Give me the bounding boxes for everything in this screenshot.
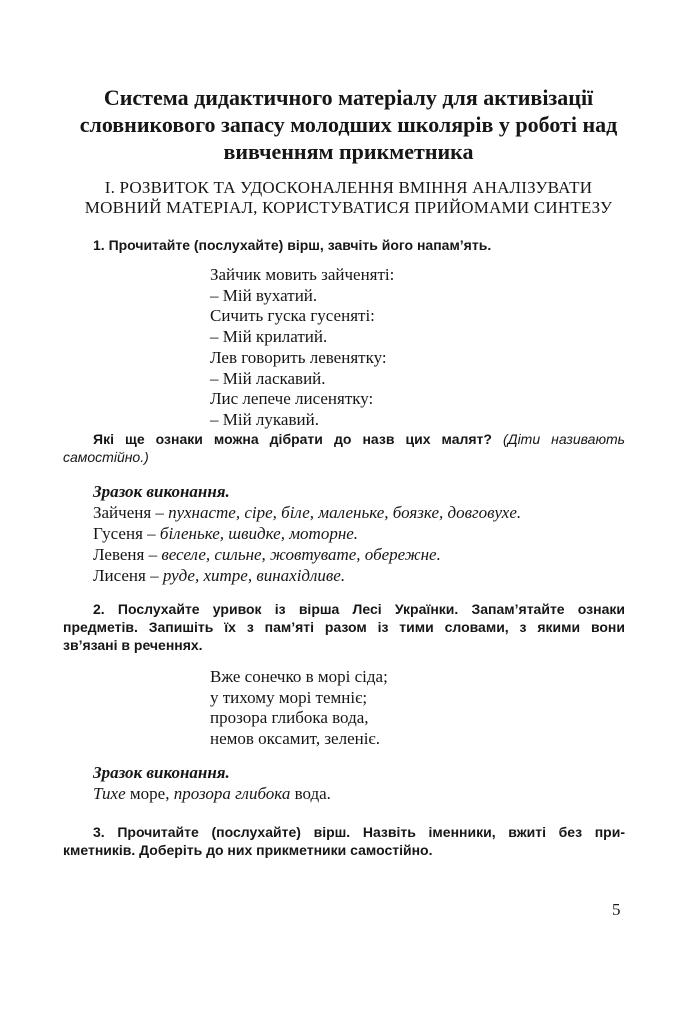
title-line: Система дидактичного матеріалу для активізації bbox=[103, 85, 594, 110]
sample-adjectives: пухнасте, сіре, біле, маленьке, боязке, довговухе. bbox=[168, 503, 522, 522]
question-hint-continued: самостійно.) bbox=[63, 449, 149, 465]
section-heading-line: МОВНИЙ МАТЕРІАЛ, КОРИСТУВАТИСЯ ПРИЙОМАМИ СИНТЕЗУ bbox=[84, 198, 613, 217]
question-hint: (Діти називають bbox=[503, 431, 625, 447]
task-1-instruction: 1. Прочитайте (послухайте) вірш, завчіть його напам’ять. bbox=[93, 237, 492, 253]
poem-line: – Мій вухатий. bbox=[210, 285, 318, 305]
task-1-poem bbox=[210, 265, 394, 431]
task-2-sample bbox=[93, 762, 331, 804]
sample-adjective: Тихе bbox=[93, 784, 126, 803]
section-heading-line: І. РОЗВИТОК ТА УДОСКОНАЛЕННЯ ВМІННЯ АНАЛІЗУВАТИ bbox=[104, 178, 593, 197]
sample-noun: вода. bbox=[290, 784, 331, 803]
poem-line: у тихому морі темніє; bbox=[210, 687, 368, 707]
poem-line: Лев говорить левенятку: bbox=[210, 347, 387, 367]
sample-noun: Гусеня bbox=[93, 524, 143, 543]
sample-row bbox=[93, 523, 521, 544]
sample-row bbox=[93, 544, 521, 565]
instruction-line: кметників. Доберіть до них прикметники самостійно. bbox=[63, 842, 433, 858]
poem-line: – Мій лукавий. bbox=[210, 409, 319, 429]
poem-line: немов оксамит, зеленіє. bbox=[210, 729, 380, 749]
sample-row bbox=[93, 502, 521, 523]
task-3-instruction bbox=[63, 823, 625, 859]
title-line: словникового запасу молодших школярів у роботі над bbox=[79, 112, 618, 137]
instruction-line: 2. Послухайте уривок із вірша Лесі Українки. Запам’ятайте ознаки bbox=[93, 601, 625, 617]
task-2-poem bbox=[210, 667, 388, 750]
sample-heading: Зразок виконання. bbox=[93, 482, 230, 501]
title-line: вивченням прикметника bbox=[223, 139, 474, 164]
sample-noun: Лисеня bbox=[93, 566, 146, 585]
sample-heading: Зразок виконання. bbox=[93, 763, 230, 782]
page-title bbox=[40, 84, 657, 165]
poem-line: прозора глибока вода, bbox=[210, 708, 369, 728]
sample-dash: – bbox=[142, 524, 160, 543]
sample-noun: Левеня bbox=[93, 545, 145, 564]
instruction-line: зв’язані в реченнях. bbox=[63, 637, 203, 653]
sample-adjectives: руде, хитре, винахідливе. bbox=[162, 566, 346, 585]
sample-adjective: прозора глибока bbox=[173, 784, 291, 803]
poem-line: Лис лепече лисенятку: bbox=[210, 389, 374, 409]
sample-adjectives: веселе, сильне, жовтувате, обережне. bbox=[161, 545, 441, 564]
task-2-instruction bbox=[63, 600, 625, 654]
poem-line: – Мій ласкавий. bbox=[210, 368, 326, 388]
sample-dash: – bbox=[151, 503, 169, 522]
sample-noun: Зайченя bbox=[93, 503, 152, 522]
question-line bbox=[63, 430, 625, 448]
page-number: 5 bbox=[612, 900, 621, 919]
poem-line: Вже сонечко в морі сіда; bbox=[210, 667, 388, 686]
sample-row bbox=[93, 565, 521, 586]
poem-line: Сичить гуска гусеняті: bbox=[210, 306, 375, 326]
sample-row bbox=[93, 783, 331, 804]
sample-noun: море, bbox=[125, 784, 174, 803]
sample-dash: – bbox=[144, 545, 162, 564]
poem-line: Зайчик мовить зайченяті: bbox=[210, 265, 395, 284]
question-text: Які ще ознаки можна дібрати до назв цих малят? bbox=[93, 431, 492, 447]
task-1-question bbox=[63, 430, 625, 466]
instruction-line: 3. Прочитайте (послухайте) вірш. Назвіть іменники, вжиті без при- bbox=[93, 824, 625, 840]
section-heading bbox=[40, 178, 657, 218]
sample-adjectives: біленьке, швидке, моторне. bbox=[159, 524, 359, 543]
poem-line: – Мій крилатий. bbox=[210, 327, 328, 347]
instruction-line: предметів. Запишіть їх з пам’яті разом із тими словами, з якими вони bbox=[63, 619, 625, 635]
sample-dash: – bbox=[145, 566, 163, 585]
task-1-sample bbox=[93, 481, 521, 586]
